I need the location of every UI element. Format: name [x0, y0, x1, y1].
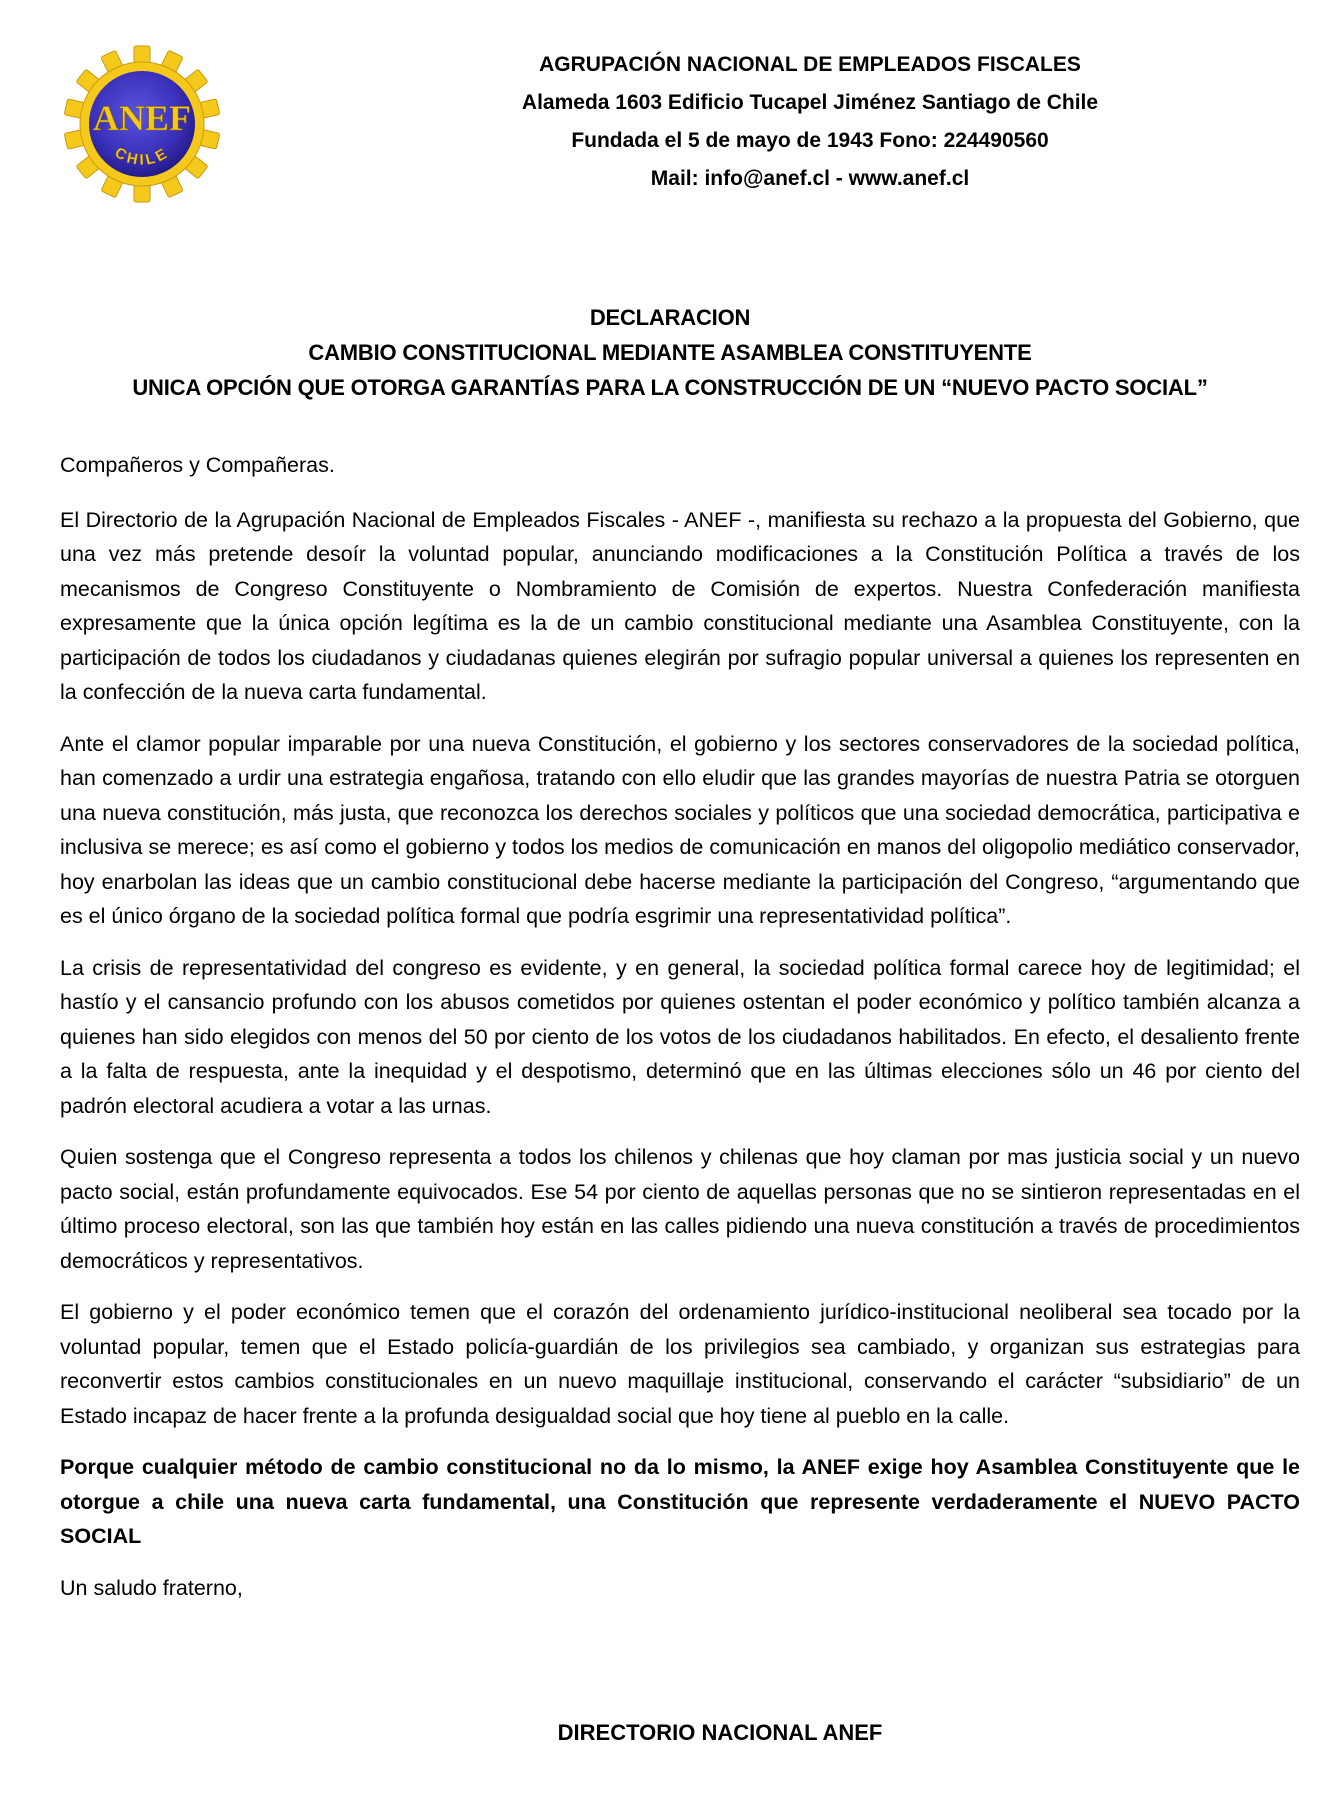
title-line-3: UNICA OPCIÓN QUE OTORGA GARANTÍAS PARA LA CONSTRUCCIÓN DE UN “NUEVO PACTO SOCIAL”: [132, 375, 1208, 400]
greeting: Compañeros y Compañeras.: [60, 453, 335, 477]
paragraph: El Directorio de la Agrupación Nacional de Empleados Fiscales - ANEF -, manifiesta su rechazo a la propuesta del Gobierno, que una vez más pretende desoír la voluntad popular, anunciando modificaciones a la Constitución Política a través de los mecanismos de Congreso Constituyente o Nombramiento de Comisión de expertos. Nuestra Confederación manifiesta expresamente que la única opción legítima es la de un cambio constitucional mediante una Asamblea Constituyente, con la participación de todos los ciudadanos y ciudadanas quienes elegirán por sufragio popular universal a quienes los representen en la confección de la nueva carta fundamental.: [60, 507, 1300, 704]
signature: DIRECTORIO NACIONAL ANEF: [557, 1720, 883, 1745]
title-line-2: CAMBIO CONSTITUCIONAL MEDIANTE ASAMBLEA CONSTITUYENTE: [308, 340, 1032, 365]
org-contact: Mail: info@anef.cl - www.anef.cl: [650, 167, 970, 190]
title-line-1: DECLARACION: [589, 305, 751, 330]
paragraph: Quien sostenga que el Congreso representa a todos los chilenos y chilenas que hoy claman por mas justicia social y un nuevo pacto social, están profundamente equivocados. Ese 54 por ciento de aquellas personas que no se sintieron representadas en el último proceso electoral, son las que también hoy están en las calles pidiendo una nueva constitución a través de procedimientos democráticos y representativos.: [60, 1145, 1300, 1273]
paragraph: Ante el clamor popular imparable por una nueva Constitución, el gobierno y los sectores conservadores de la sociedad política, han comenzado a urdir una estrategia engañosa, tratando con ello eludir que las grandes mayorías de nuestra Patria se otorguen una nueva constitución, más justa, que reconozca los derechos sociales y políticos que una sociedad democrática, participativa e inclusiva se merece; es así como el gobierno y todos los medios de comunicación en manos del oligopolio mediático conservador, hoy enarbolan las ideas que un cambio constitucional debe hacerse mediante la participación del Congreso, “argumentando que es el único órgano de la sociedad política formal que podría esgrimir una representatividad política”.: [60, 731, 1300, 928]
org-founded-phone: Fundada el 5 de mayo de 1943 Fono: 224490560: [571, 129, 1049, 152]
closing-demand: Porque cualquier método de cambio constitucional no da lo mismo, la ANEF exige hoy Asamblea Constituyente que le otorgue a chile una nueva carta fundamental, una Constitución que represente verdaderamente el NUEVO PACTO SOCIAL: [60, 1455, 1300, 1548]
paragraph: La crisis de representatividad del congreso es evidente, y en general, la sociedad política formal carece hoy de legitimidad; el hastío y el cansancio profundo con los abusos cometidos por quienes ostentan el poder económico y político también alcanza a quienes han sido elegidos con menos del 50 por ciento de los votos de los ciudadanos habilitados. En efecto, el desaliento frente a la falta de respuesta, ante la inequidad y el despotismo, determinó que en las últimas elecciones sólo un 46 por ciento del padrón electoral acudiera a votar a las urnas.: [60, 955, 1300, 1118]
declaration-body: [60, 448, 1300, 1622]
anef-logo: [62, 44, 222, 204]
salutation: Un saludo fraterno,: [60, 1575, 243, 1600]
org-address: Alameda 1603 Edificio Tucapel Jiménez Santiago de Chile: [521, 91, 1099, 114]
logo-text-anef: ANEF: [93, 98, 191, 138]
logo-text-chile: CHILE: [111, 144, 173, 169]
signature-block: [40, 1720, 1320, 1746]
letterhead: [380, 46, 1240, 198]
paragraph: El gobierno y el poder económico temen que el corazón del ordenamiento jurídico-institucional neoliberal sea tocado por la voluntad popular, temen que el Estado policía-guardián de los privilegios sea cambiado, y organizan sus estrategias para reconvertir estos cambios constitucionales en un nuevo maquillaje institucional, conservando el carácter “subsidiario” de un Estado incapaz de hacer frente a la profunda desigualdad social que hoy tiene al pueblo en la calle.: [60, 1300, 1300, 1428]
gear-logo-icon: [62, 44, 222, 204]
org-name: AGRUPACIÓN NACIONAL DE EMPLEADOS FISCALES: [539, 53, 1081, 76]
declaration-title: [40, 300, 1300, 405]
